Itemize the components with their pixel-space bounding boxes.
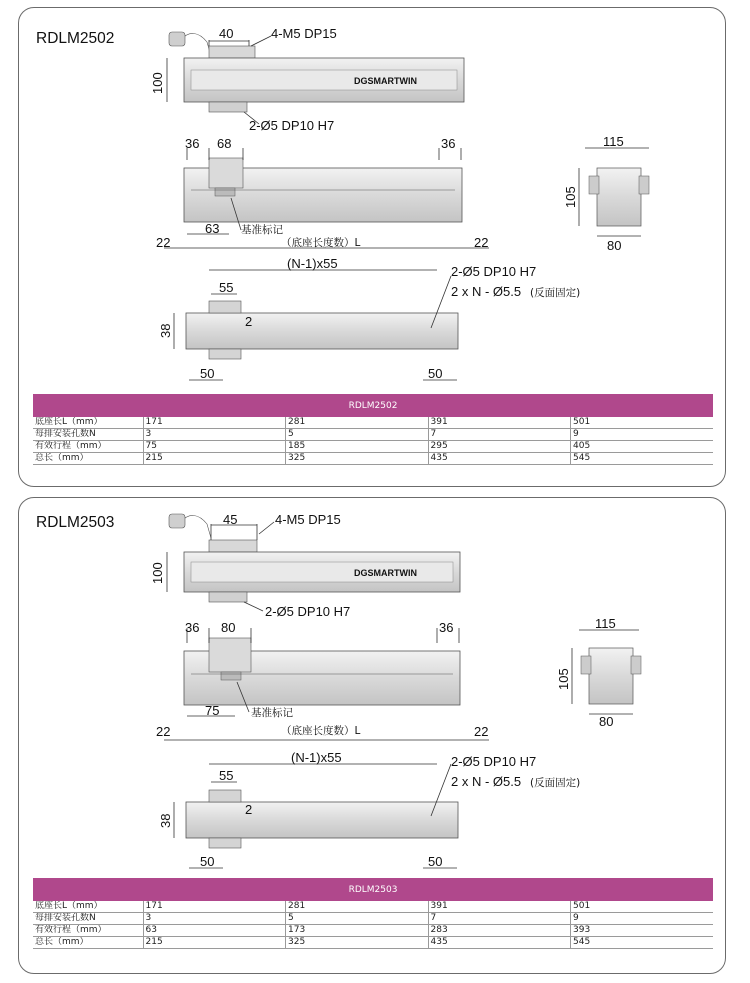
cell: 63 (143, 925, 286, 937)
dim-left-50: 50 (200, 366, 215, 381)
label-base-length: （底座长度数）L (281, 237, 361, 249)
end-bracket-left (589, 176, 599, 194)
technical-drawing (19, 498, 726, 878)
row-label: 有效行程（mm） (33, 925, 143, 937)
table-header: RDLM2503 (33, 878, 713, 901)
dim-height-38: 38 (158, 323, 173, 338)
dim-base-80: 80 (607, 238, 622, 253)
label-mount-holes: 2 x N - Ø5.5 (451, 284, 522, 299)
cell: 5 (286, 429, 429, 441)
cell: 501 (571, 417, 714, 429)
motor-block (209, 46, 255, 58)
dim-right-36: 36 (441, 136, 456, 151)
cell: 435 (428, 453, 571, 465)
cell: 435 (428, 937, 571, 949)
dim-right-36: 36 (439, 620, 454, 635)
dim-pitch: (N-1)x55 (291, 750, 342, 765)
label-ref-mark: 基准标记 (241, 224, 283, 236)
dim-right-50: 50 (428, 366, 443, 381)
bottom-view (158, 750, 580, 869)
dim-pitch: (N-1)x55 (287, 256, 338, 271)
cell: 9 (571, 429, 714, 441)
end-body (589, 648, 633, 704)
row-label: 总长（mm） (33, 937, 143, 949)
dim-ref-75: 75 (205, 703, 220, 718)
table-row (33, 453, 713, 465)
label-base-length: （底座长度数）L (281, 725, 361, 737)
slider-foot (221, 672, 241, 680)
label-mount-note: (反面固定) (530, 777, 581, 789)
cell: 9 (571, 913, 714, 925)
label-num-2: 2 (245, 802, 253, 817)
dim-left-22: 22 (156, 235, 171, 250)
cell: 215 (143, 453, 286, 465)
cell: 5 (286, 913, 429, 925)
dim-ref-63: 63 (205, 221, 220, 236)
table-header: RDLM2502 (33, 394, 713, 417)
table-row (33, 937, 713, 949)
table-row (33, 441, 713, 453)
row-label: 每排安装孔数N (33, 429, 143, 441)
dim-width-40: 40 (219, 26, 234, 41)
top-view (150, 26, 464, 133)
motor-block (209, 540, 257, 552)
cable (181, 33, 211, 56)
slider-foot (215, 188, 235, 196)
brand-logo: DGSMARTWIN (354, 568, 417, 578)
bottom-slider (209, 592, 247, 602)
label-bottom-holes: 2-Ø5 DP10 H7 (265, 604, 351, 619)
dim-span-55: 55 (219, 280, 234, 295)
table-row (33, 901, 713, 913)
technical-drawing (19, 8, 726, 394)
dim-right-22: 22 (474, 235, 489, 250)
dim-width-45: 45 (223, 512, 238, 527)
cell: 545 (571, 453, 714, 465)
cell: 281 (286, 417, 429, 429)
bottom-slider-low (209, 349, 241, 359)
cell: 325 (286, 937, 429, 949)
dim-right-22: 22 (474, 724, 489, 739)
cable (181, 515, 211, 538)
dim-height-105: 105 (563, 186, 578, 208)
row-label: 底座长L（mm） (33, 417, 143, 429)
leader-line (244, 602, 263, 611)
cell: 215 (143, 937, 286, 949)
model-title: RDLM2503 (36, 514, 115, 531)
bottom-slider (209, 102, 247, 112)
end-body (597, 168, 641, 226)
dim-left-36: 36 (185, 620, 200, 635)
row-label: 每排安装孔数N (33, 913, 143, 925)
dim-slider-68: 68 (217, 136, 232, 151)
cell: 545 (571, 937, 714, 949)
label-ref-mark: 基准标记 (251, 707, 293, 719)
brand-logo: DGSMARTWIN (354, 76, 417, 86)
bottom-slider-top (209, 301, 241, 313)
spec-table (33, 878, 713, 949)
cell: 283 (428, 925, 571, 937)
label-num-2: 2 (245, 314, 253, 329)
cell: 501 (571, 901, 714, 913)
label-bottom-holes: 2-Ø5 DP10 H7 (249, 118, 335, 133)
cell: 7 (428, 913, 571, 925)
leader-line (259, 522, 274, 534)
row-label: 有效行程（mm） (33, 441, 143, 453)
cell: 171 (143, 417, 286, 429)
bottom-view (158, 256, 580, 381)
side-slider (209, 158, 243, 188)
model-section (18, 7, 726, 487)
label-tap: 4-M5 DP15 (275, 512, 341, 527)
model-title: RDLM2502 (36, 30, 115, 47)
end-bracket-right (631, 656, 641, 674)
dim-height-38: 38 (158, 813, 173, 828)
cable-connector (169, 32, 185, 46)
dim-right-50: 50 (428, 854, 443, 869)
table-row (33, 925, 713, 937)
row-label: 底座长L（mm） (33, 901, 143, 913)
cell: 173 (286, 925, 429, 937)
cell: 405 (571, 441, 714, 453)
body-groove (191, 70, 457, 90)
dim-width-115: 115 (595, 616, 616, 631)
cell: 171 (143, 901, 286, 913)
cell: 3 (143, 429, 286, 441)
end-bracket-left (581, 656, 591, 674)
label-pin-holes: 2-Ø5 DP10 H7 (451, 754, 537, 769)
cell: 281 (286, 901, 429, 913)
cell: 185 (286, 441, 429, 453)
spec-table (33, 394, 713, 465)
table-row (33, 913, 713, 925)
side-view (156, 620, 489, 740)
dim-left-36: 36 (185, 136, 200, 151)
table-row (33, 417, 713, 429)
cell: 393 (571, 925, 714, 937)
label-tap: 4-M5 DP15 (271, 26, 337, 41)
label-mount-note: (反面固定) (530, 287, 581, 299)
cell: 3 (143, 913, 286, 925)
cell: 391 (428, 901, 571, 913)
row-label: 总长（mm） (33, 453, 143, 465)
cell: 391 (428, 417, 571, 429)
table-row (33, 429, 713, 441)
cell: 325 (286, 453, 429, 465)
end-view (563, 134, 649, 253)
dim-left-22: 22 (156, 724, 171, 739)
dim-height-100: 100 (150, 562, 165, 584)
dim-slider-80: 80 (221, 620, 236, 635)
end-bracket-right (639, 176, 649, 194)
top-view (150, 512, 460, 619)
dim-base-80: 80 (599, 714, 614, 729)
bottom-slider-low (209, 838, 241, 848)
cell: 75 (143, 441, 286, 453)
cell: 7 (428, 429, 571, 441)
leader-line (251, 36, 271, 46)
bottom-body (186, 313, 458, 349)
cell: 295 (428, 441, 571, 453)
cable-connector (169, 514, 185, 528)
dim-width-115: 115 (603, 134, 624, 149)
side-slider (209, 638, 251, 672)
dim-height-100: 100 (150, 72, 165, 94)
label-mount-holes: 2 x N - Ø5.5 (451, 774, 522, 789)
bottom-slider-top (209, 790, 241, 802)
dim-left-50: 50 (200, 854, 215, 869)
side-view (156, 136, 489, 250)
dim-height-105: 105 (556, 668, 571, 690)
dim-span-55: 55 (219, 768, 234, 783)
label-pin-holes: 2-Ø5 DP10 H7 (451, 264, 537, 279)
end-view (556, 616, 641, 729)
model-section (18, 497, 726, 974)
bottom-body (186, 802, 458, 838)
